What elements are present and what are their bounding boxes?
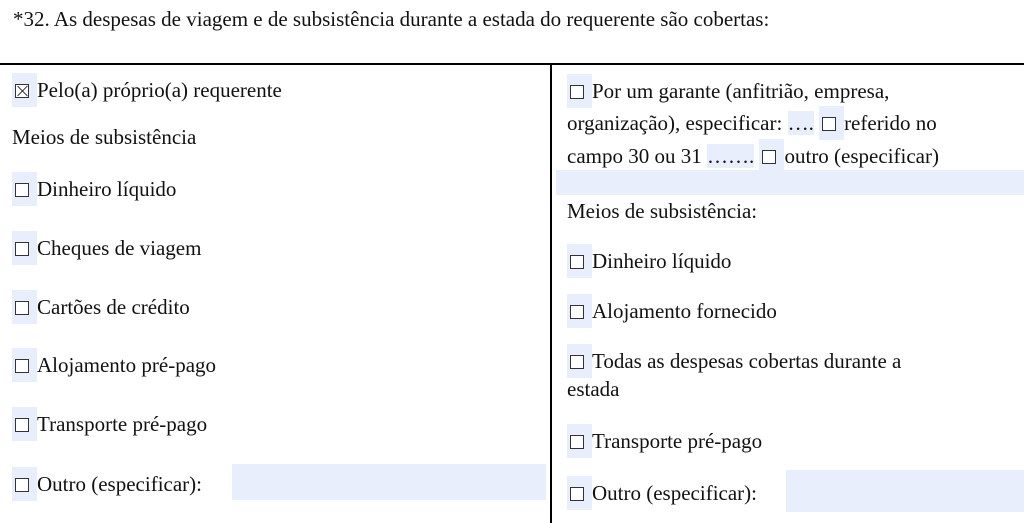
table-top-border <box>0 63 1024 65</box>
referred-checkbox-field[interactable] <box>819 106 844 140</box>
field-reference-text: campo 30 ou 31 <box>567 144 702 168</box>
right-option-prepaid-transport[interactable] <box>567 424 762 458</box>
right-other-label: Outro (especificar): <box>592 481 757 505</box>
right-prepaid-transport-checkbox-field[interactable] <box>567 424 592 458</box>
left-option-prepaid-accommodation[interactable] <box>12 348 216 382</box>
left-option-prepaid-transport[interactable] <box>12 407 207 441</box>
right-other-checkbox[interactable] <box>570 487 584 501</box>
guarantor-line3 <box>567 139 939 173</box>
referred-label: referido no <box>844 111 937 135</box>
left-option-other[interactable] <box>12 467 202 501</box>
right-cash-label: Dinheiro líquido <box>592 249 732 273</box>
all-expenses-label: Todas as despesas cobertas durante a <box>592 349 902 373</box>
right-other-checkbox-field[interactable] <box>567 476 592 510</box>
guarantor-other-checkbox-field[interactable] <box>759 139 784 173</box>
right-prepaid-transport-checkbox[interactable] <box>570 435 584 449</box>
left-option-credit-cards[interactable] <box>12 290 190 324</box>
travel-cheques-label: Cheques de viagem <box>37 236 202 260</box>
field-reference-input[interactable]: ……. <box>706 144 755 168</box>
credit-cards-checkbox[interactable] <box>15 301 29 315</box>
prepaid-transport-label: Transporte pré-pago <box>37 412 208 436</box>
left-other-label: Outro (especificar): <box>37 472 202 496</box>
right-option-other[interactable] <box>567 476 757 510</box>
guarantor-option[interactable] <box>567 74 889 108</box>
column-divider <box>550 63 552 523</box>
all-expenses-checkbox-field[interactable] <box>567 344 592 378</box>
guarantor-line1: Por um garante (anfitrião, empresa, <box>592 79 890 103</box>
credit-cards-checkbox-field[interactable] <box>12 290 37 324</box>
guarantor-other-input[interactable] <box>556 170 1024 195</box>
prepaid-transport-checkbox-field[interactable] <box>12 407 37 441</box>
right-cash-checkbox[interactable] <box>570 255 584 269</box>
guarantor-other-checkbox[interactable] <box>762 150 776 164</box>
cash-checkbox[interactable] <box>15 183 29 197</box>
prepaid-accommodation-checkbox[interactable] <box>15 359 29 373</box>
travel-cheques-checkbox[interactable] <box>15 242 29 256</box>
referred-checkbox[interactable] <box>822 117 836 131</box>
left-means-label: Meios de subsistência <box>12 125 197 149</box>
self-checkbox[interactable] <box>15 84 29 98</box>
right-means-label: Meios de subsistência: <box>567 199 758 223</box>
right-other-input[interactable] <box>786 470 1024 512</box>
guarantor-checkbox[interactable] <box>570 85 584 99</box>
all-expenses-checkbox[interactable] <box>570 355 584 369</box>
left-other-checkbox-field[interactable] <box>12 467 37 501</box>
cash-checkbox-field[interactable] <box>12 172 37 206</box>
right-option-cash[interactable] <box>567 244 731 278</box>
cash-label: Dinheiro líquido <box>37 177 177 201</box>
prepaid-accommodation-checkbox-field[interactable] <box>12 348 37 382</box>
self-label: Pelo(a) próprio(a) requerente <box>37 78 282 102</box>
right-option-accommodation[interactable] <box>567 294 777 328</box>
accommodation-provided-checkbox-field[interactable] <box>567 294 592 328</box>
all-expenses-label-cont: estada <box>567 377 620 401</box>
credit-cards-label: Cartões de crédito <box>37 295 190 319</box>
accommodation-provided-label: Alojamento fornecido <box>592 299 777 323</box>
prepaid-transport-checkbox[interactable] <box>15 418 29 432</box>
guarantor-checkbox-field[interactable] <box>567 74 592 108</box>
guarantor-specify-text: organização), especificar: <box>567 111 783 135</box>
left-other-checkbox[interactable] <box>15 478 29 492</box>
right-cash-checkbox-field[interactable] <box>567 244 592 278</box>
left-option-cash[interactable] <box>12 172 176 206</box>
guarantor-specify-input[interactable]: …. <box>787 111 814 135</box>
self-checkbox-field[interactable] <box>12 73 37 107</box>
question-heading: *32. As despesas de viagem e de subsistência durante a estada do requerente são cobertas: <box>13 7 770 31</box>
travel-cheques-checkbox-field[interactable] <box>12 231 37 265</box>
right-option-all-expenses[interactable] <box>567 344 901 378</box>
prepaid-accommodation-label: Alojamento pré-pago <box>37 353 217 377</box>
guarantor-line2 <box>567 106 937 140</box>
left-other-input[interactable] <box>232 464 546 500</box>
guarantor-other-label: outro (especificar) <box>784 144 939 168</box>
right-prepaid-transport-label: Transporte pré-pago <box>592 429 763 453</box>
self-option[interactable] <box>12 73 282 107</box>
accommodation-provided-checkbox[interactable] <box>570 305 584 319</box>
left-option-travel-cheques[interactable] <box>12 231 201 265</box>
